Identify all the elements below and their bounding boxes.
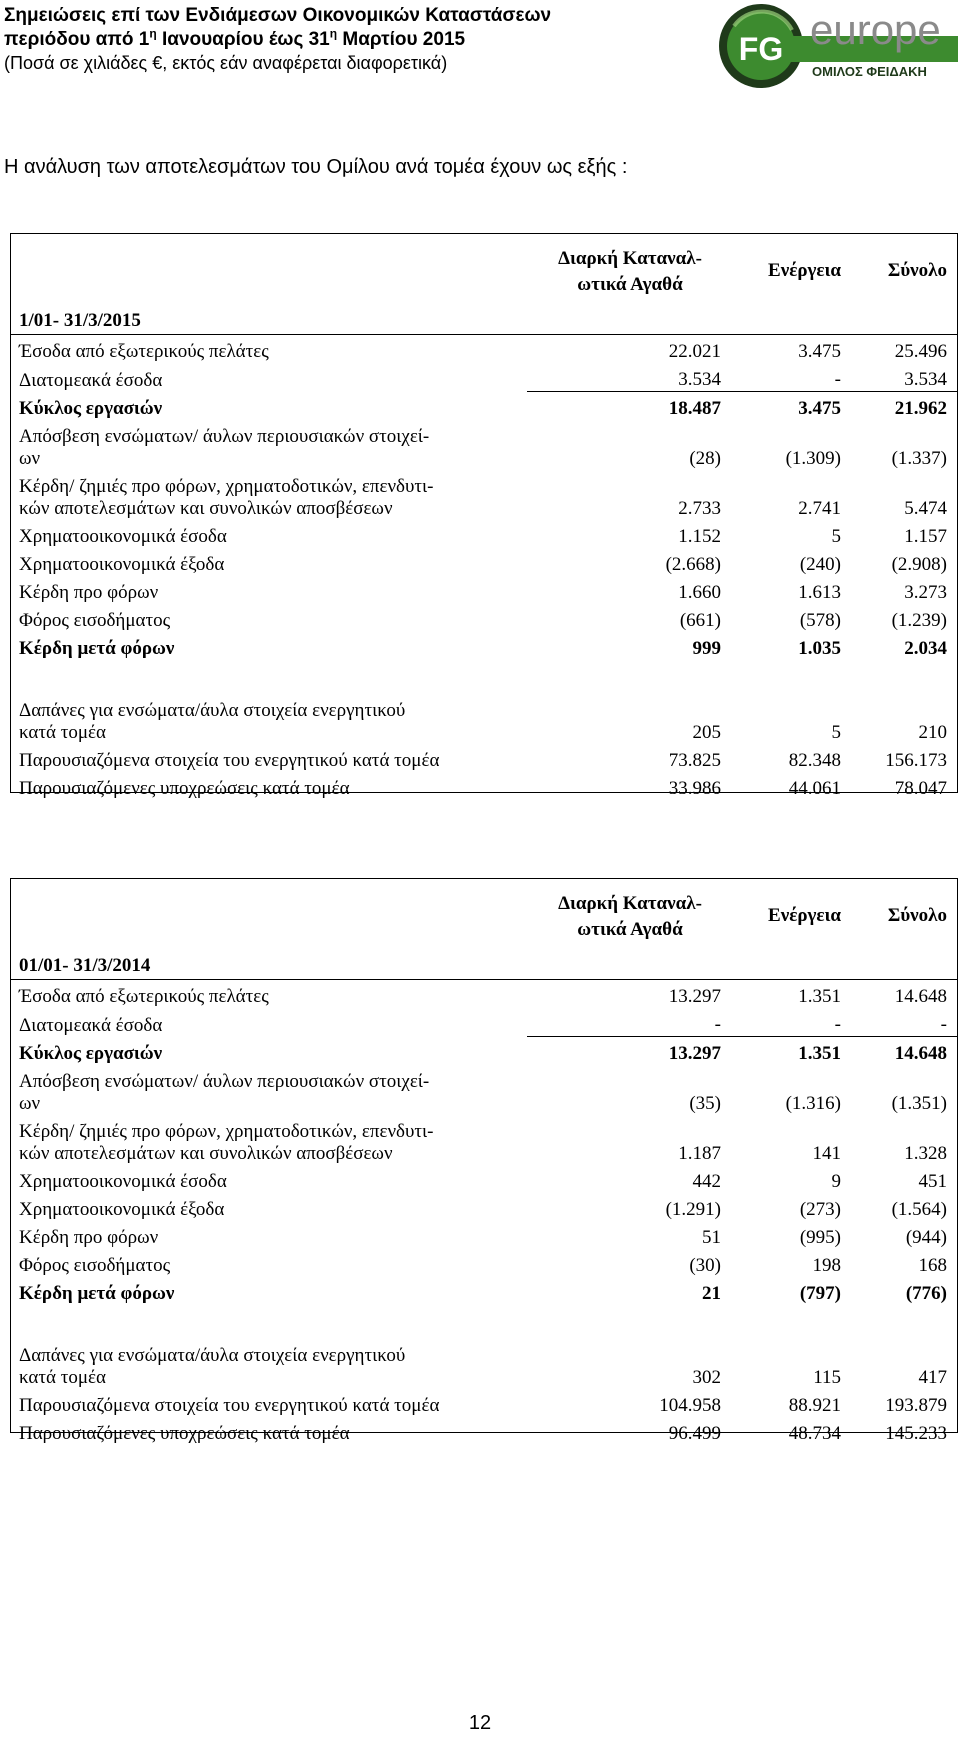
- table-row: [11, 772, 957, 800]
- row-label-line: Κέρδη μετά φόρων: [19, 1283, 175, 1304]
- cell-durable-goods: 73.825: [668, 750, 721, 771]
- page-header: [4, 4, 704, 75]
- row-label: [11, 1165, 527, 1193]
- row-label: [11, 520, 527, 548]
- table-row: [11, 1339, 957, 1389]
- table-row: [11, 744, 957, 772]
- cell-energy: 82.348: [788, 750, 841, 771]
- cell-energy: 88.921: [788, 1395, 841, 1416]
- row-label-line: Χρηματοοικονομικά έσοδα: [19, 526, 227, 547]
- cell-durable-goods: 104.958: [659, 1395, 721, 1416]
- cell-durable-goods: (30): [689, 1255, 721, 1276]
- segment-results-table: [11, 234, 957, 800]
- cell-energy: (1.316): [785, 1093, 841, 1114]
- cell-durable-goods: 1.187: [678, 1143, 721, 1164]
- row-label-line: Παρουσιαζόμενα στοιχεία του ενεργητικού κατά τομέα: [19, 1395, 440, 1416]
- row-label: [11, 1221, 527, 1249]
- cell-total: 3.534: [851, 363, 957, 392]
- page-number: 12: [468, 1712, 492, 1734]
- cell-energy: 2.741: [798, 498, 841, 519]
- cell-durable-goods: 96.499: [668, 1423, 721, 1444]
- logo-mark-text: FG: [738, 31, 784, 67]
- table-row: [11, 1065, 957, 1115]
- cell-energy: 9: [831, 1171, 841, 1192]
- cell-total: 1.157: [904, 526, 947, 547]
- row-label: [11, 1277, 527, 1305]
- row-label-line: Φόρος εισοδήματος: [19, 610, 171, 631]
- table-row: [11, 420, 957, 470]
- column-header-energy: Ενέργεια: [768, 260, 841, 281]
- row-label-line: Κέρδη προ φόρων: [19, 1227, 159, 1248]
- cell-total: 156.173: [885, 750, 947, 771]
- cell-total: -: [851, 1008, 957, 1037]
- row-label: [11, 694, 527, 744]
- cell-energy: 1.035: [798, 638, 841, 659]
- row-label-line: Φόρος εισοδήματος: [19, 1255, 171, 1276]
- cell-total: (776): [905, 1283, 947, 1304]
- cell-total: 1.328: [904, 1143, 947, 1164]
- column-header-total: Σύνολο: [887, 260, 947, 281]
- row-label-line: Διατομεακά έσοδα: [19, 369, 163, 391]
- cell-durable-goods: (28): [689, 448, 721, 469]
- row-label-line: Δαπάνες για ενσώματα/άυλα στοιχεία ενεργητικού: [19, 1345, 406, 1366]
- cell-durable-goods: 2.733: [678, 498, 721, 519]
- segment-table-2014: [10, 878, 958, 1444]
- cell-energy: (240): [799, 554, 841, 575]
- cell-durable-goods: 442: [692, 1171, 721, 1192]
- cell-durable-goods: (661): [679, 610, 721, 631]
- table-row: [11, 694, 957, 744]
- table-row: [11, 632, 957, 660]
- intro-text: Η ανάλυση των αποτελεσμάτων του Ομίλου ανά τομέα έχουν ως εξής :: [4, 156, 628, 178]
- logo-tagline-text: ΟΜΙΛΟΣ ΦΕΙΔΑΚΗ: [812, 64, 927, 79]
- cell-total: (944): [905, 1227, 947, 1248]
- cell-durable-goods: 3.534: [527, 363, 731, 392]
- row-label: [11, 1008, 527, 1037]
- cell-energy: 1.351: [731, 980, 851, 1009]
- row-label: [11, 980, 527, 1009]
- cell-durable-goods: 205: [692, 722, 721, 743]
- cell-durable-goods: 51: [702, 1227, 721, 1248]
- row-label-line: Χρηματοοικονομικά έξοδα: [19, 554, 225, 575]
- table-row: [11, 392, 957, 421]
- column-header-line: ωτικά Αγαθά: [577, 919, 683, 940]
- cell-total: 5.474: [904, 498, 947, 519]
- cell-energy: 3.475: [731, 335, 851, 364]
- cell-total: 78.047: [894, 778, 947, 799]
- segment-results-table: [11, 879, 957, 1445]
- table-row: [11, 1193, 957, 1221]
- cell-energy: (1.309): [785, 448, 841, 469]
- column-header-total: Σύνολο: [887, 905, 947, 926]
- logo-mark-icon: [718, 0, 958, 96]
- row-label: [11, 1065, 527, 1115]
- segment-table-2015: [10, 233, 958, 799]
- table-row: [11, 1165, 957, 1193]
- cell-durable-goods: 1.152: [678, 526, 721, 547]
- cell-energy: 5: [831, 526, 841, 547]
- cell-energy: 5: [831, 722, 841, 743]
- logo-word-text: europe: [810, 6, 941, 53]
- period-header: 1/01- 31/3/2015: [19, 310, 141, 331]
- row-label-line: Κέρδη/ ζημιές προ φόρων, χρηματοδοτικών, επενδυτι-: [19, 1121, 434, 1142]
- row-label: [11, 335, 527, 364]
- cell-energy: 1.613: [798, 582, 841, 603]
- cell-energy: 141: [812, 1143, 841, 1164]
- table-row: [11, 548, 957, 576]
- row-label-line: Κέρδη/ ζημιές προ φόρων, χρηματοδοτικών, επενδυτι-: [19, 476, 434, 497]
- header-line2-part: Μαρτίου 2015: [337, 29, 466, 50]
- row-label-line: κατά τομέα: [19, 1367, 106, 1388]
- row-label-line: Χρηματοοικονομικά έξοδα: [19, 1199, 225, 1220]
- row-label: [11, 604, 527, 632]
- cell-total: 193.879: [885, 1395, 947, 1416]
- table-row: [11, 576, 957, 604]
- cell-total: 14.648: [894, 1043, 947, 1064]
- row-label-line: Απόσβεση ενσώματων/ άυλων περιουσιακών στοιχεί-: [19, 1071, 430, 1092]
- cell-total: 2.034: [904, 638, 947, 659]
- row-label: [11, 1417, 527, 1445]
- table-row: [11, 1008, 957, 1037]
- table-row: [11, 1221, 957, 1249]
- cell-total: 210: [918, 722, 947, 743]
- cell-total: 14.648: [851, 980, 957, 1009]
- cell-total: 417: [918, 1367, 947, 1388]
- cell-durable-goods: 33.986: [668, 778, 721, 799]
- cell-durable-goods: 999: [692, 638, 721, 659]
- row-label-line: Χρηματοοικονομικά έσοδα: [19, 1171, 227, 1192]
- column-header-line: Διαρκή Καταναλ-: [558, 893, 702, 914]
- row-label-line: Παρουσιαζόμενες υποχρεώσεις κατά τομέα: [19, 778, 350, 799]
- header-line2-sup: η: [329, 26, 338, 41]
- column-header-durable-goods: [527, 234, 731, 335]
- row-label: [11, 1193, 527, 1221]
- cell-total: 451: [918, 1171, 947, 1192]
- cell-energy: (578): [799, 610, 841, 631]
- table-row: [11, 1277, 957, 1305]
- row-label: [11, 772, 527, 800]
- cell-energy: 44.061: [788, 778, 841, 799]
- cell-energy: 198: [812, 1255, 841, 1276]
- header-line2-part: Ιανουαρίου έως 31: [156, 29, 330, 50]
- row-label: [11, 470, 527, 520]
- cell-energy: (273): [799, 1199, 841, 1220]
- table-spacer: [11, 660, 957, 694]
- fg-europe-logo: [718, 0, 958, 96]
- row-label-line: Κέρδη μετά φόρων: [19, 638, 175, 659]
- cell-total: (1.239): [891, 610, 947, 631]
- table-row: [11, 470, 957, 520]
- row-label-line: Έσοδα από εξωτερικούς πελάτες: [19, 341, 269, 362]
- header-line2-sup: η: [149, 26, 157, 41]
- table-spacer: [11, 1305, 957, 1339]
- table-row: [11, 1249, 957, 1277]
- table-row: [11, 1417, 957, 1445]
- cell-durable-goods: 13.297: [527, 980, 731, 1009]
- cell-durable-goods: 18.487: [668, 398, 721, 419]
- header-title-line2: [4, 28, 704, 52]
- period-header: 01/01- 31/3/2014: [19, 955, 151, 976]
- row-label-line: Δαπάνες για ενσώματα/άυλα στοιχεία ενεργητικού: [19, 700, 406, 721]
- table-row: [11, 363, 957, 392]
- cell-energy: 3.475: [798, 398, 841, 419]
- row-label: [11, 744, 527, 772]
- cell-energy: -: [731, 1008, 851, 1037]
- row-label: [11, 363, 527, 392]
- header-currency-note: (Ποσά σε χιλιάδες €, εκτός εάν αναφέρεται διαφορετικά): [4, 53, 448, 73]
- cell-durable-goods: (1.291): [665, 1199, 721, 1220]
- column-header-energy: Ενέργεια: [768, 905, 841, 926]
- row-label-line: Απόσβεση ενσώματων/ άυλων περιουσιακών στοιχεί-: [19, 426, 430, 447]
- row-label-line: ων: [19, 1093, 41, 1114]
- row-label-line: Κύκλος εργασιών: [19, 1043, 163, 1064]
- header-title-line1: Σημειώσεις επί των Ενδιάμεσων Οικονομικών Καταστάσεων: [4, 5, 552, 26]
- row-label: [11, 1115, 527, 1165]
- table-row: [11, 335, 957, 364]
- row-label-line: Κέρδη προ φόρων: [19, 582, 159, 603]
- table-row: [11, 980, 957, 1009]
- cell-energy: 48.734: [788, 1423, 841, 1444]
- cell-durable-goods: 21: [702, 1283, 721, 1304]
- row-label-line: κών αποτελεσμάτων και συνολικών αποσβέσεων: [19, 498, 393, 519]
- row-label: [11, 1037, 527, 1066]
- cell-energy: (995): [799, 1227, 841, 1248]
- row-label-line: Έσοδα από εξωτερικούς πελάτες: [19, 986, 269, 1007]
- row-label-line: Κύκλος εργασιών: [19, 398, 163, 419]
- cell-total: 145.233: [885, 1423, 947, 1444]
- table-row: [11, 1389, 957, 1417]
- cell-total: 21.962: [894, 398, 947, 419]
- column-header-line: ωτικά Αγαθά: [577, 274, 683, 295]
- cell-durable-goods: 22.021: [527, 335, 731, 364]
- cell-total: 3.273: [904, 582, 947, 603]
- row-label: [11, 1389, 527, 1417]
- cell-durable-goods: -: [527, 1008, 731, 1037]
- cell-total: (1.337): [891, 448, 947, 469]
- row-label: [11, 420, 527, 470]
- table-row: [11, 604, 957, 632]
- row-label-line: κατά τομέα: [19, 722, 106, 743]
- row-label: [11, 392, 527, 421]
- table-row: [11, 1115, 957, 1165]
- row-label: [11, 548, 527, 576]
- row-label: [11, 632, 527, 660]
- cell-durable-goods: (35): [689, 1093, 721, 1114]
- row-label-line: κών αποτελεσμάτων και συνολικών αποσβέσεων: [19, 1143, 393, 1164]
- row-label-line: Παρουσιαζόμενα στοιχεία του ενεργητικού κατά τομέα: [19, 750, 440, 771]
- row-label: [11, 1339, 527, 1389]
- cell-durable-goods: 13.297: [668, 1043, 721, 1064]
- cell-energy: (797): [799, 1283, 841, 1304]
- column-header-line: Διαρκή Καταναλ-: [558, 248, 702, 269]
- row-label: [11, 1249, 527, 1277]
- row-label-line: ων: [19, 448, 41, 469]
- cell-total: (1.351): [891, 1093, 947, 1114]
- table-row: [11, 520, 957, 548]
- cell-total: (2.908): [891, 554, 947, 575]
- cell-energy: 1.351: [798, 1043, 841, 1064]
- row-label-line: Διατομεακά έσοδα: [19, 1014, 163, 1036]
- cell-total: 168: [918, 1255, 947, 1276]
- row-label-line: Παρουσιαζόμενες υποχρεώσεις κατά τομέα: [19, 1423, 350, 1444]
- cell-durable-goods: 1.660: [678, 582, 721, 603]
- row-label: [11, 576, 527, 604]
- header-line2-part: περιόδου από 1: [4, 29, 150, 50]
- column-header-durable-goods: [527, 879, 731, 980]
- table-row: [11, 1037, 957, 1066]
- cell-durable-goods: 302: [692, 1367, 721, 1388]
- cell-total: 25.496: [851, 335, 957, 364]
- cell-energy: -: [731, 363, 851, 392]
- cell-energy: 115: [813, 1367, 841, 1388]
- cell-total: (1.564): [891, 1199, 947, 1220]
- cell-durable-goods: (2.668): [665, 554, 721, 575]
